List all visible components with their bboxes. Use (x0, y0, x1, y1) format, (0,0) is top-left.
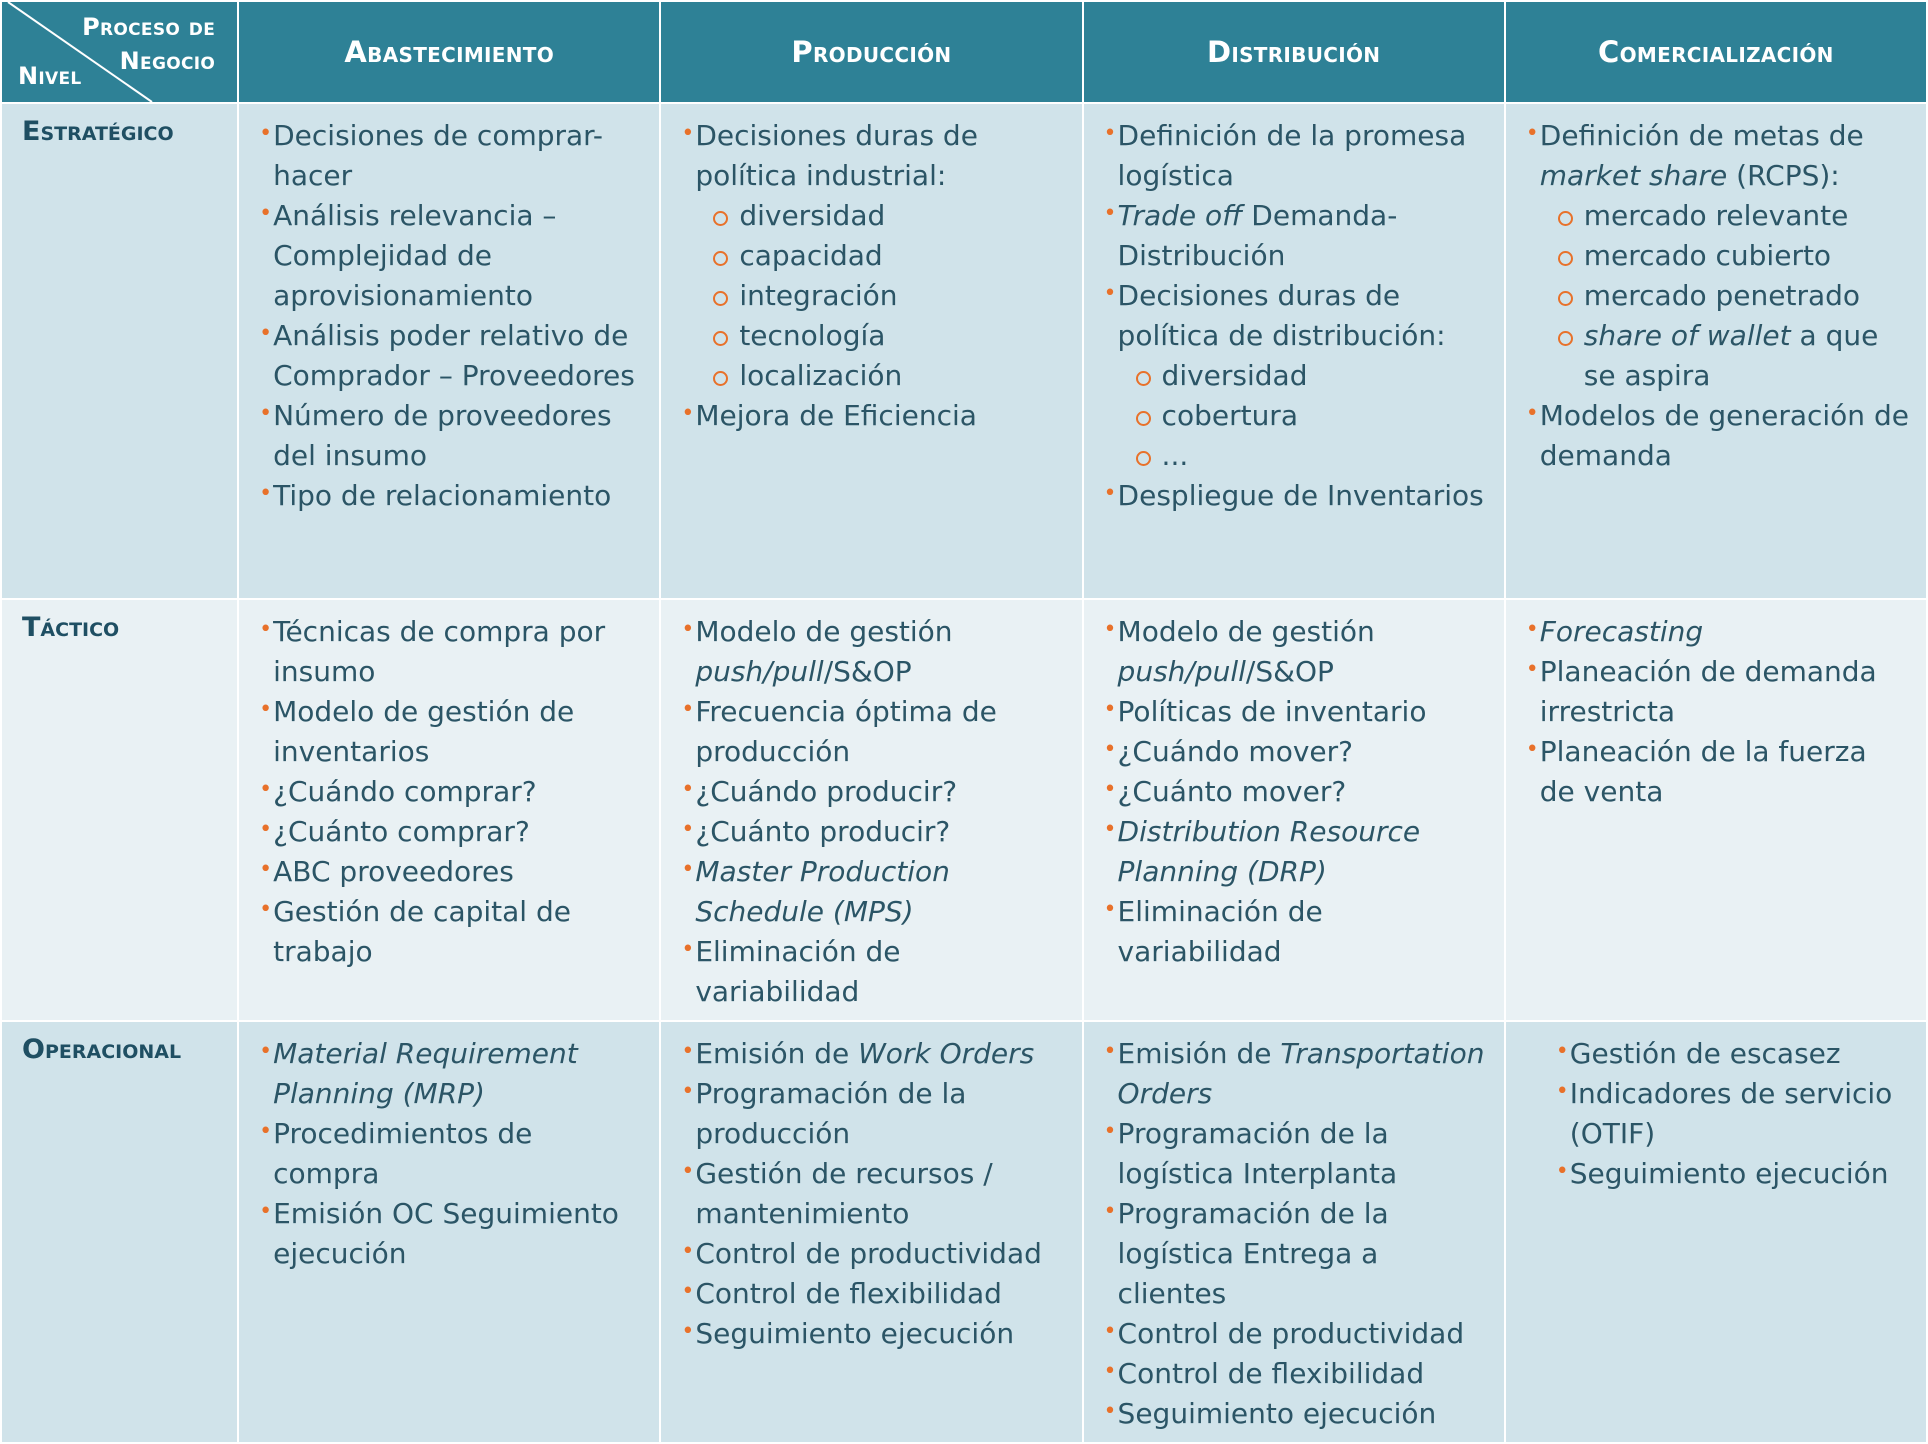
item-text: ABC proveedores (273, 855, 514, 888)
item-text: Gestión de escasez (1569, 1037, 1841, 1070)
list-item (1104, 612, 1488, 692)
list-item (1526, 116, 1910, 196)
corner-level-label: Nivel (18, 62, 82, 90)
item-text: Modelo de gestión de inventarios (273, 695, 575, 768)
list-item (1104, 892, 1488, 972)
item-text: Eliminación de variabilidad (1117, 895, 1323, 968)
list-item (1104, 1354, 1488, 1394)
list-item (1104, 1114, 1488, 1194)
cell-estrategico-produccion (661, 104, 1081, 598)
item-text: Modelos de generación de demanda (1539, 399, 1909, 472)
item-text-italic: push/pull (1117, 655, 1246, 688)
item-text: Programación de la logística Entrega a clientes (1117, 1197, 1389, 1310)
list-item (681, 116, 1065, 196)
sub-list-item (681, 236, 1065, 276)
list-item (681, 1274, 1065, 1314)
list-item (681, 932, 1065, 1012)
item-text-italic: Master Production Schedule (MPS) (695, 855, 950, 928)
list-item (681, 396, 1065, 436)
list-item (259, 196, 643, 316)
item-text: Programación de la logística Interplanta (1117, 1117, 1398, 1190)
item-text: Técnicas de compra por insumo (273, 615, 606, 688)
bullet-list (1104, 116, 1488, 516)
item-text-italic: Work Orders (858, 1037, 1035, 1070)
corner-process-line1: Proceso de (82, 13, 216, 41)
list-item (681, 812, 1065, 852)
list-item (1104, 812, 1488, 892)
item-text-prefix: Emisión de (695, 1037, 859, 1070)
item-text-italic: Material Requirement Planning (MRP) (273, 1037, 578, 1110)
cell-tactico-distribucion (1084, 600, 1504, 1020)
item-text: Control de productividad (1117, 1317, 1465, 1350)
list-item (259, 1034, 643, 1114)
item-text: cobertura (1161, 399, 1298, 432)
list-item (1104, 772, 1488, 812)
list-item (1556, 1154, 1910, 1194)
row-estrategico (2, 104, 1926, 598)
list-item (1104, 276, 1488, 356)
item-text: ... (1161, 439, 1189, 472)
item-text: Eliminación de variabilidad (695, 935, 901, 1008)
item-text: diversidad (739, 199, 886, 232)
item-text: tecnología (739, 319, 886, 352)
item-text: Políticas de inventario (1117, 695, 1427, 728)
level-label-operacional: Operacional (2, 1022, 237, 1442)
item-text: ¿Cuánto producir? (695, 815, 951, 848)
item-text: a que se aspira (1583, 319, 1879, 392)
item-text: mercado cubierto (1583, 239, 1832, 272)
sub-list-item (1104, 396, 1488, 436)
item-text: ¿Cuánto mover? (1117, 775, 1347, 808)
list-item (681, 772, 1065, 812)
item-text: ¿Cuánto comprar? (273, 815, 530, 848)
cell-tactico-comercializacion (1506, 600, 1926, 1020)
item-text: Control de productividad (695, 1237, 1042, 1270)
item-text-prefix: Emisión de (1117, 1037, 1281, 1070)
sub-list-item (1526, 196, 1910, 236)
list-item (1526, 652, 1910, 732)
item-text: /S&OP (823, 655, 912, 688)
cell-operacional-abastecimiento (239, 1022, 659, 1442)
list-item (681, 852, 1065, 932)
list-item (1556, 1034, 1910, 1074)
item-text-italic: Trade off (1117, 199, 1243, 232)
sub-list-item (1104, 436, 1488, 476)
cell-tactico-produccion (661, 600, 1081, 1020)
item-text: /S&OP (1245, 655, 1334, 688)
cell-operacional-distribucion (1084, 1022, 1504, 1442)
item-text-prefix: Definición de metas de (1539, 119, 1864, 152)
corner-process-line2: Negocio (119, 47, 216, 75)
item-text-prefix: Modelo de gestión (1117, 615, 1375, 648)
item-text: Despliegue de Inventarios (1117, 479, 1484, 512)
item-text-italic: market share (1539, 159, 1728, 192)
bullet-list (259, 612, 643, 972)
list-item (259, 396, 643, 476)
list-item (1104, 196, 1488, 276)
sub-list-item (681, 356, 1065, 396)
bullet-list (1104, 612, 1488, 972)
list-item (1104, 1034, 1488, 1114)
item-text: Mejora de Eficiencia (695, 399, 977, 432)
row-operacional (2, 1022, 1926, 1442)
sub-list-item (1104, 356, 1488, 396)
item-text: integración (739, 279, 898, 312)
cell-estrategico-abastecimiento (239, 104, 659, 598)
list-item (1104, 116, 1488, 196)
sub-list-item (1526, 276, 1910, 316)
item-text: Control de flexibilidad (1117, 1357, 1425, 1390)
item-text: Programación de la producción (695, 1077, 967, 1150)
cell-estrategico-comercializacion (1506, 104, 1926, 598)
item-text: (RCPS): (1727, 159, 1840, 192)
list-item (1526, 612, 1910, 652)
item-text: Seguimiento ejecución (1117, 1397, 1437, 1430)
cell-operacional-comercializacion (1506, 1022, 1926, 1442)
list-item (681, 692, 1065, 772)
bullet-list (681, 116, 1065, 436)
item-text: Demanda-Distribución (1117, 199, 1398, 272)
list-item (1526, 396, 1910, 476)
list-item (681, 1154, 1065, 1234)
list-item (259, 316, 643, 396)
bullet-list (259, 116, 643, 516)
column-header-comercializacion: Comercialización (1506, 2, 1926, 102)
list-item (259, 852, 643, 892)
list-item (1104, 1194, 1488, 1314)
sub-list-item (1526, 316, 1910, 396)
bullet-list (1526, 116, 1910, 476)
sub-list-item (1526, 236, 1910, 276)
list-item (259, 692, 643, 772)
bullet-list (1104, 1034, 1488, 1434)
item-text: Análisis poder relativo de Comprador – Proveedores (273, 319, 635, 392)
item-text: Procedimientos de compra (273, 1117, 533, 1190)
list-item (1104, 1314, 1488, 1354)
list-item (1104, 732, 1488, 772)
cell-estrategico-distribucion (1084, 104, 1504, 598)
item-text: Decisiones duras de política industrial: (695, 119, 978, 192)
list-item (259, 116, 643, 196)
list-item (681, 1314, 1065, 1354)
cell-operacional-produccion (661, 1022, 1081, 1442)
item-text: capacidad (739, 239, 883, 272)
sub-list-item (681, 316, 1065, 356)
bullet-list (1526, 1034, 1910, 1194)
item-text: Seguimiento ejecución (1569, 1157, 1889, 1190)
list-item (1104, 1394, 1488, 1434)
list-item (259, 1114, 643, 1194)
list-item (1104, 476, 1488, 516)
item-text-italic: push/pull (695, 655, 824, 688)
column-header-produccion: Producción (661, 2, 1081, 102)
header-row (2, 2, 1926, 102)
item-text: Indicadores de servicio (OTIF) (1569, 1077, 1893, 1150)
item-text: Decisiones duras de política de distribución: (1117, 279, 1446, 352)
row-tactico (2, 600, 1926, 1020)
bullet-list (1526, 612, 1910, 812)
item-text: Número de proveedores del insumo (273, 399, 612, 472)
item-text: Emisión OC Seguimiento ejecución (273, 1197, 619, 1270)
list-item (259, 812, 643, 852)
list-item (259, 476, 643, 516)
bullet-list (259, 1034, 643, 1274)
list-item (1556, 1074, 1910, 1154)
list-item (681, 1074, 1065, 1154)
corner-process-label (82, 10, 215, 78)
level-label-estrategico: Estratégico (2, 104, 237, 598)
item-text: mercado penetrado (1583, 279, 1861, 312)
column-header-distribucion: Distribución (1084, 2, 1504, 102)
item-text: Planeación de demanda irrestricta (1539, 655, 1877, 728)
item-text-prefix: Modelo de gestión (695, 615, 953, 648)
item-text: Seguimiento ejecución (695, 1317, 1015, 1350)
item-text: Control de flexibilidad (695, 1277, 1002, 1310)
sub-list-item (681, 276, 1065, 316)
item-text: Gestión de recursos / mantenimiento (695, 1157, 993, 1230)
item-text: Frecuencia óptima de producción (695, 695, 997, 768)
item-text-italic: Distribution Resource Planning (DRP) (1117, 815, 1421, 888)
item-text: Análisis relevancia – Complejidad de aprovisionamiento (273, 199, 557, 312)
item-text: ¿Cuándo producir? (695, 775, 958, 808)
list-item (259, 892, 643, 972)
item-text: localización (739, 359, 903, 392)
item-text-italic: Transportation Orders (1117, 1037, 1485, 1110)
list-item (259, 772, 643, 812)
item-text: mercado relevante (1583, 199, 1849, 232)
item-text: Gestión de capital de trabajo (273, 895, 571, 968)
list-item (681, 1034, 1065, 1074)
column-header-abastecimiento: Abastecimiento (239, 2, 659, 102)
item-text: Decisiones de comprar-hacer (273, 119, 603, 192)
list-item (1526, 732, 1910, 812)
level-label-tactico: Táctico (2, 600, 237, 1020)
item-text: ¿Cuándo mover? (1117, 735, 1353, 768)
item-text-italic: share of wallet (1583, 319, 1791, 352)
corner-header (2, 2, 237, 102)
list-item (259, 1194, 643, 1274)
item-text: Planeación de la fuerza de venta (1539, 735, 1867, 808)
sub-list-item (681, 196, 1065, 236)
item-text: Tipo de relacionamiento (273, 479, 612, 512)
item-text-italic: Forecasting (1539, 615, 1704, 648)
bullet-list (681, 612, 1065, 1012)
list-item (259, 612, 643, 692)
list-item (1104, 692, 1488, 732)
item-text: diversidad (1161, 359, 1308, 392)
list-item (681, 1234, 1065, 1274)
cell-tactico-abastecimiento (239, 600, 659, 1020)
list-item (681, 612, 1065, 692)
bullet-list (681, 1034, 1065, 1354)
item-text: ¿Cuándo comprar? (273, 775, 537, 808)
item-text: Definición de la promesa logística (1117, 119, 1467, 192)
